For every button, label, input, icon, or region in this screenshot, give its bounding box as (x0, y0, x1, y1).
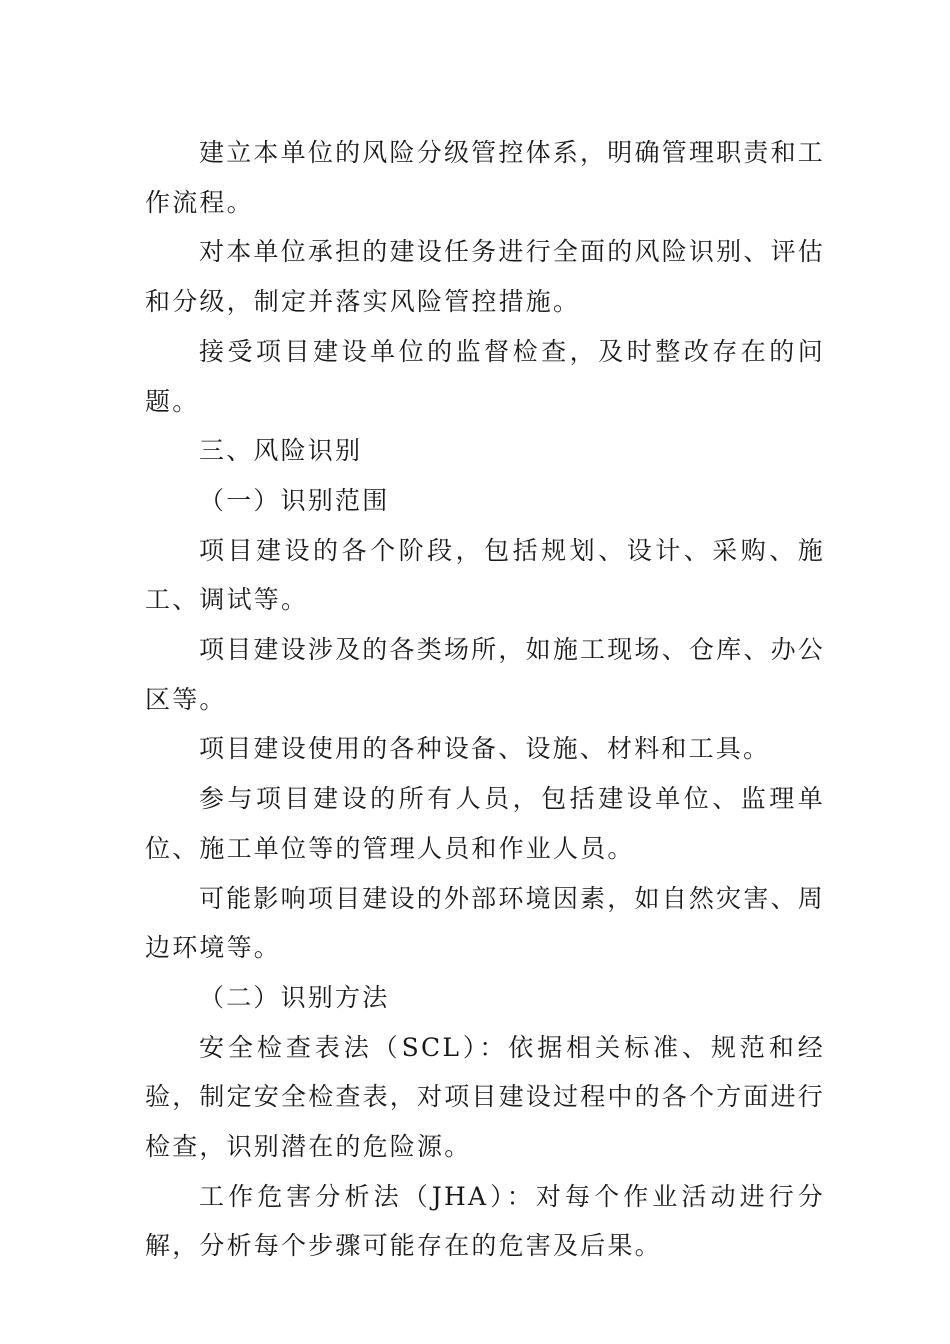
paragraph-method-scl: 安全检查表法（SCL）：依据相关标准、规范和经验，制定安全检查表，对项目建设过程中的各个方面进行检查，识别潜在的危险源。 (145, 1032, 826, 1162)
paragraph-scope-environment: 可能影响项目建设的外部环境因素，如自然灾害、周边环境等。 (145, 883, 825, 963)
paragraph-supervision: 接受项目建设单位的监督检查，及时整改存在的问题。 (145, 336, 825, 416)
paragraph-management-system: 建立本单位的风险分级管控体系，明确管理职责和工作流程。 (145, 138, 825, 217)
subsection-heading-scope: （一）识别范围 (199, 485, 390, 515)
section-heading-risk-identification: 三、风险识别 (199, 436, 363, 466)
paragraph-scope-stages: 项目建设的各个阶段，包括规划、设计、采购、施工、调试等。 (145, 535, 825, 615)
subsection-heading-methods: （二）识别方法 (199, 982, 390, 1012)
paragraph-scope-sites: 项目建设涉及的各类场所，如施工现场、仓库、办公区等。 (145, 635, 825, 714)
paragraph-risk-identification-task: 对本单位承担的建设任务进行全面的风险识别、评估和分级，制定并落实风险管控措施。 (145, 237, 825, 317)
paragraph-scope-personnel: 参与项目建设的所有人员，包括建设单位、监理单位、施工单位等的管理人员和作业人员。 (145, 784, 825, 863)
document-body (145, 128, 825, 1271)
paragraph-method-jha: 工作危害分析法（JHA）：对每个作业活动进行分解，分析每个步骤可能存在的危害及后果。 (145, 1181, 825, 1261)
paragraph-scope-equipment: 项目建设使用的各种设备、设施、材料和工具。 (199, 734, 771, 764)
